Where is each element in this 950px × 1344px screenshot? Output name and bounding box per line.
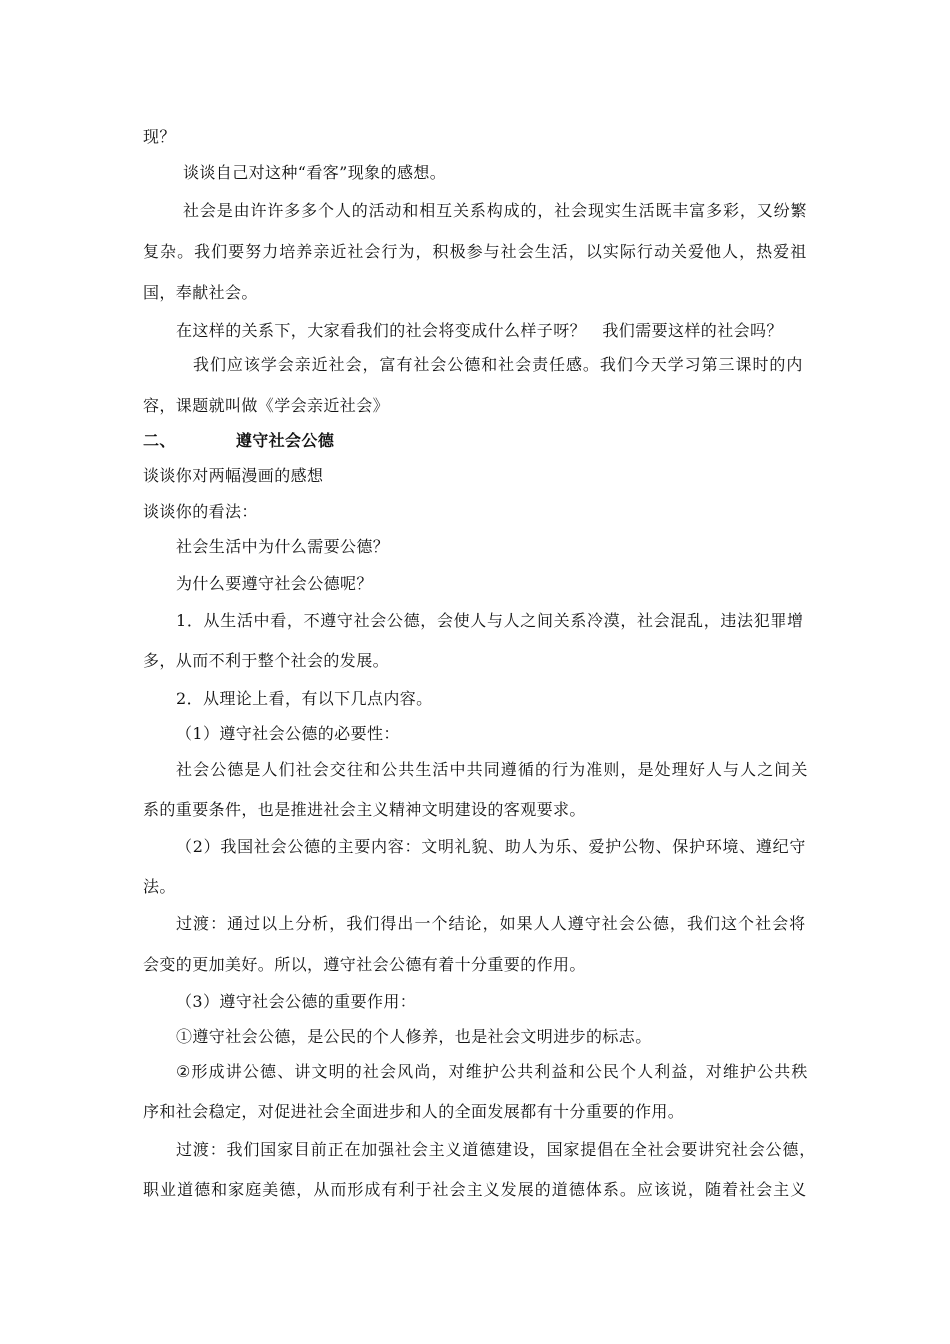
text-line: 在这样的关系下，大家看我们的社会将变成什么样子呀？ 我们需要这样的社会吗？ [176, 321, 783, 340]
section-title: 遵守社会公德 [235, 431, 335, 450]
text-line: 职 业 道 德 和 家 庭 美 德 ， 从 而 形 成 有 利 于 社 会 主 义 发 展 的 道 德 体 系 。 应 该 说 ， 随 着 社 会 主 义 [143, 1180, 807, 1199]
text-line: ①遵守社会公德，是公民的个人修养，也是社会文明进步的标志。 [176, 1027, 652, 1046]
text-line: 谈谈你对两幅漫画的感想 [143, 466, 324, 485]
text-line: 容，课题就叫做《学会亲近社会》 [143, 396, 390, 415]
text-line: （1）遵守社会公德的必要性： [176, 724, 400, 743]
section-number: 二、 [143, 431, 176, 450]
text-line: 会变的更加美好。所以，遵守社会公德有着十分重要的作用。 [143, 955, 586, 974]
text-line: 多，从而不利于整个社会的发展。 [143, 651, 390, 670]
text-line: 谈谈自己对这种“看客”现象的感想。 [183, 163, 447, 182]
text-line: 我 们 应 该 学 会 亲 近 社 会 ， 富 有 社 会 公 德 和 社 会 责 任 感 。 我 们 今 天 学 习 第 三 课 时 的 内 [193, 355, 803, 374]
text-line: 序和社会稳定，对促进社会全面进步和人的全面发展都有十分重要的作用。 [143, 1102, 685, 1121]
text-line: （3）遵守社会公德的重要作用： [176, 992, 417, 1011]
text-line: 现？ [143, 127, 176, 146]
text-line: （ 2 ） 我 国 社 会 公 德 的 主 要 内 容 ： 文 明 礼 貌 、 助 人 为 乐 、 爱 护 公 物 、 保 护 环 境 、 遵 纪 守 [176, 837, 806, 856]
text-line: 法。 [143, 877, 176, 896]
text-line: 系的重要条件，也是推进社会主义精神文明建设的客观要求。 [143, 800, 586, 819]
text-line: 1 ． 从 生 活 中 看 ， 不 遵 守 社 会 公 德 ， 会 使 人 与 人 之 间 关 系 冷 漠 ， 社 会 混 乱 ， 违 法 犯 罪 增 [176, 611, 804, 630]
text-line: ② 形 成 讲 公 德 、 讲 文 明 的 社 会 风 尚 ， 对 维 护 公 共 利 益 和 公 民 个 人 利 益 ， 对 维 护 公 共 秩 [176, 1062, 808, 1081]
text-line: 社会生活中为什么需要公德？ [176, 537, 390, 556]
text-line: 过 渡 ： 通 过 以 上 分 析 ， 我 们 得 出 一 个 结 论 ， 如 果 人 人 遵 守 社 会 公 德 ， 我 们 这 个 社 会 将 [176, 914, 806, 933]
text-line: 过 渡 ： 我 们 国 家 目 前 正 在 加 强 社 会 主 义 道 德 建 设 ， 国 家 提 倡 在 全 社 会 要 讲 究 社 会 公 德 ， [176, 1140, 816, 1159]
section-heading [143, 431, 334, 451]
text-line: 社 会 是 由 许 许 多 多 个 人 的 活 动 和 相 互 关 系 构 成 的 ， 社 会 现 实 生 活 既 丰 富 多 彩 ， 又 纷 繁 [183, 201, 807, 220]
text-line: 2．从理论上看，有以下几点内容。 [176, 689, 433, 708]
text-line: 谈谈你的看法： [143, 502, 258, 521]
text-line: 为什么要遵守社会公德呢？ [176, 574, 373, 593]
text-line: 社 会 公 德 是 人 们 社 会 交 往 和 公 共 生 活 中 共 同 遵 循 的 行 为 准 则 ， 是 处 理 好 人 与 人 之 间 关 [176, 760, 808, 779]
text-line: 国，奉献社会。 [143, 283, 258, 302]
text-line: 复 杂 。 我 们 要 努 力 培 养 亲 近 社 会 行 为 ， 积 极 参 与 社 会 生 活 ， 以 实 际 行 动 关 爱 他 人 ， 热 爱 祖 [143, 242, 807, 261]
